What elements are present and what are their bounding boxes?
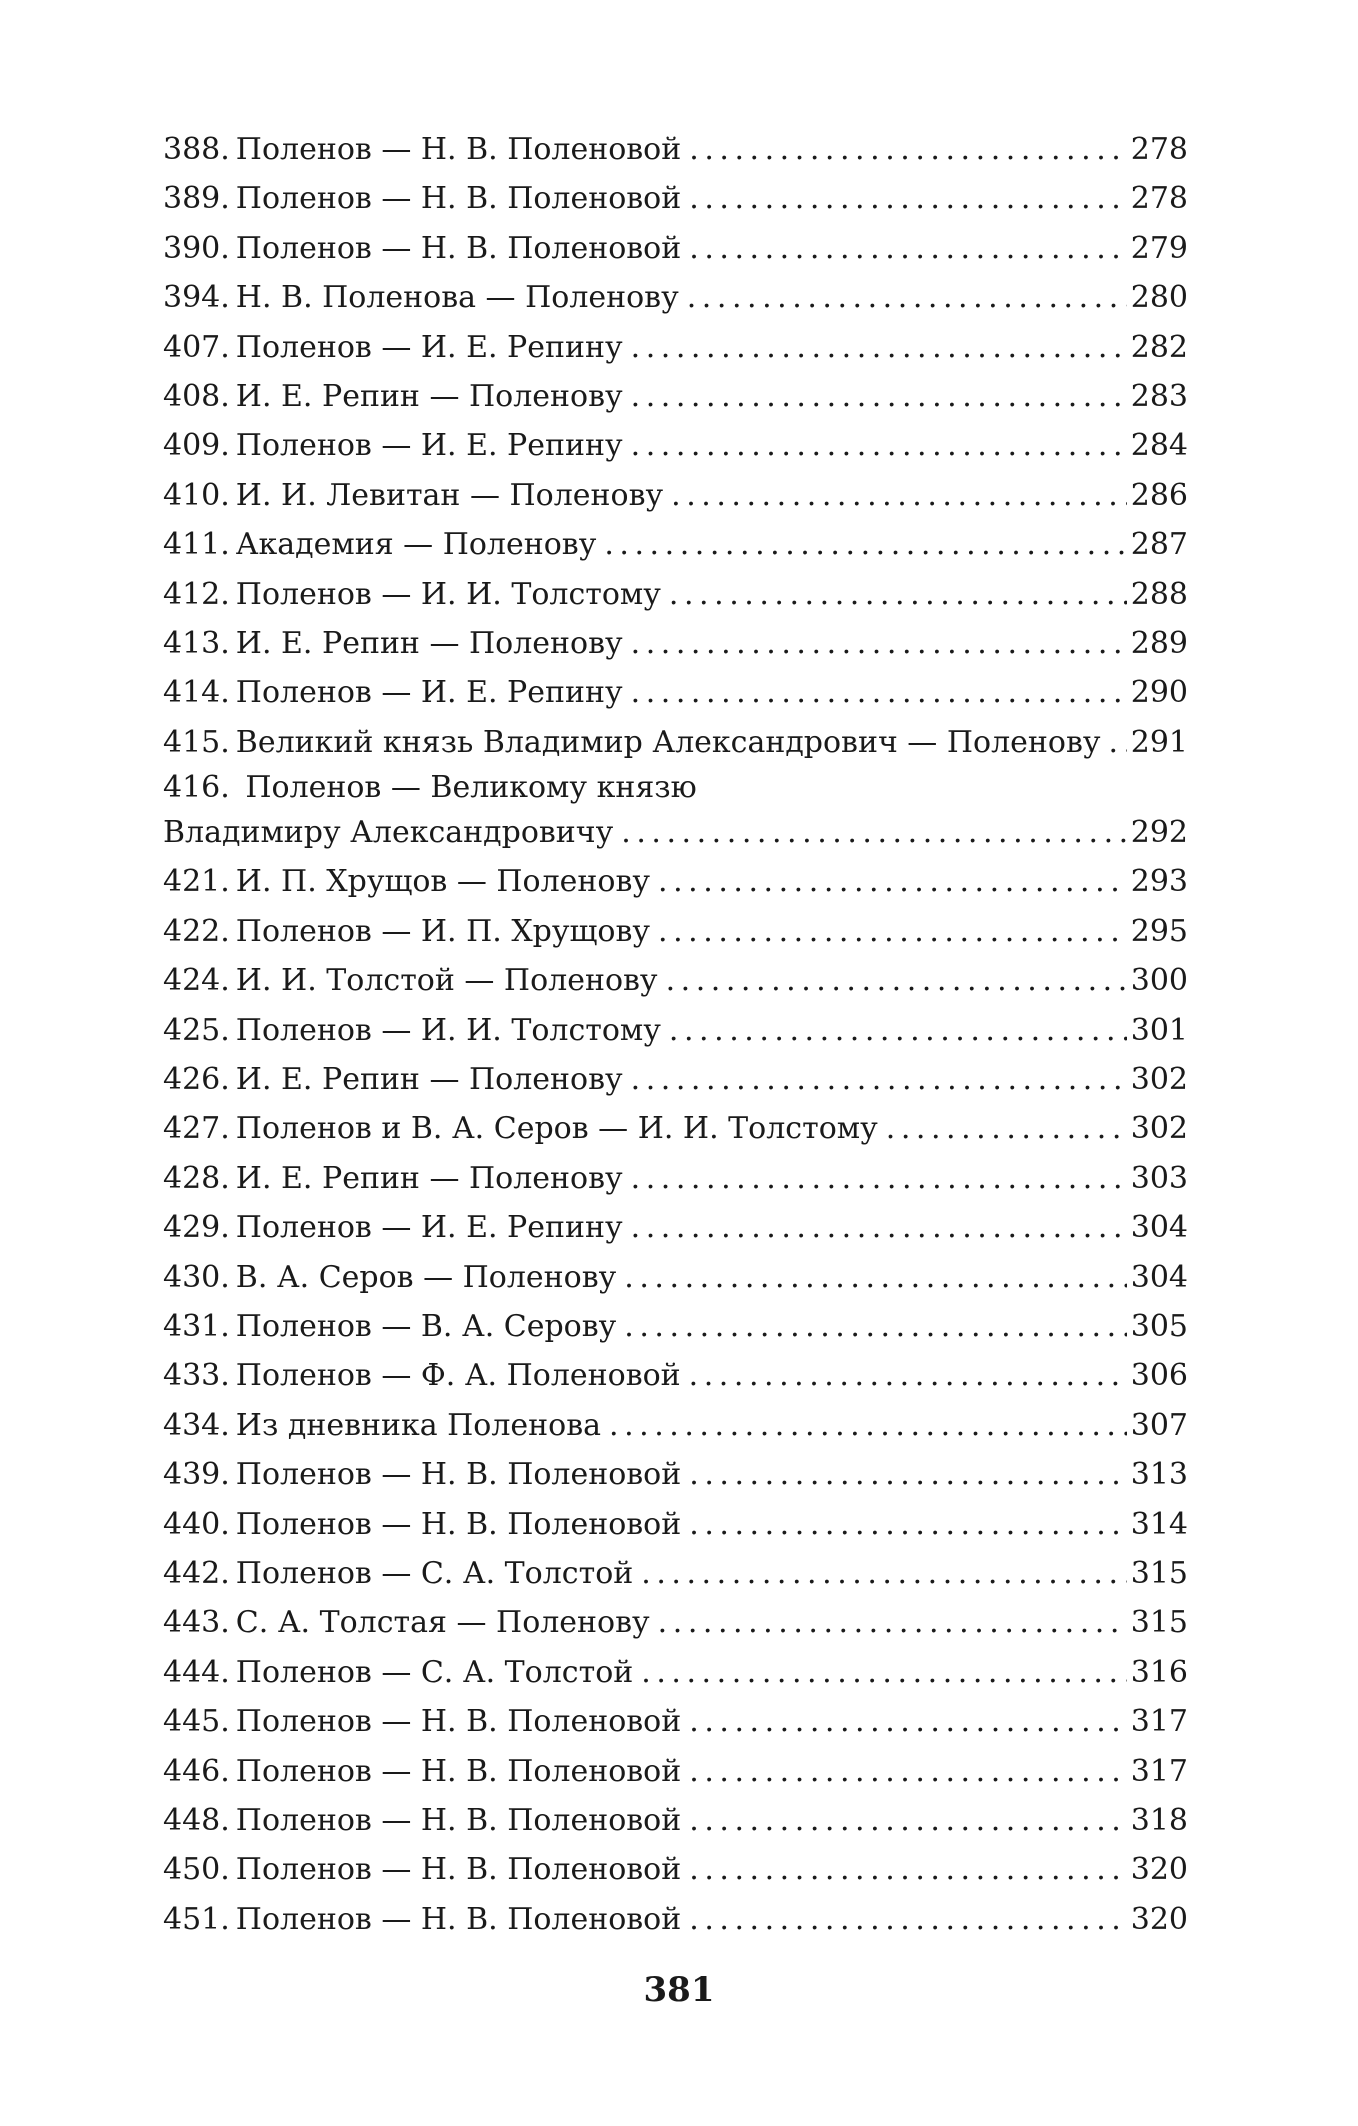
entry-title: Поленов — И. И. Толстому (235, 1012, 661, 1048)
toc-entry (163, 471, 1188, 520)
entry-title: И. Е. Репин — Поленову (235, 378, 623, 414)
dot-leader (689, 1351, 1127, 1400)
entry-title: Поленов — И. П. Хрущову (235, 913, 651, 949)
entry-page: 301 (1130, 1012, 1188, 1048)
entry-title: Поленов — Н. В. Поленовой (235, 132, 682, 167)
entry-title: Поленов — И. Е. Репину (235, 428, 623, 464)
entry-title: Поленов — Н. В. Поленовой (235, 1506, 682, 1542)
toc-entry (163, 1351, 1188, 1400)
dot-leader (631, 421, 1127, 470)
dot-leader (669, 570, 1127, 619)
dot-leader (689, 224, 1126, 273)
dot-leader (666, 956, 1127, 1005)
entry-title: И. Е. Репин — Поленову (235, 1062, 623, 1098)
entry-page: 306 (1130, 1358, 1188, 1394)
table-of-contents (163, 125, 1188, 1944)
toc-entry (163, 570, 1188, 619)
entry-number: 407. (163, 329, 230, 365)
entry-page: 313 (1130, 1457, 1188, 1493)
dot-leader (689, 1845, 1126, 1894)
entry-number: 445. (163, 1704, 230, 1740)
entry-number: 428. (163, 1160, 230, 1196)
toc-entry (163, 956, 1188, 1005)
toc-entry (163, 421, 1188, 470)
toc-entry (163, 619, 1188, 668)
dot-leader (631, 1203, 1127, 1252)
entry-page: 290 (1130, 675, 1188, 711)
entry-title: Великий князь Владимир Александрович — Поленову (235, 724, 1101, 760)
toc-entry (163, 520, 1188, 569)
entry-title: Поленов — С. А. Толстой (235, 1555, 634, 1591)
entry-number: 388. (163, 132, 230, 167)
dot-leader (631, 619, 1127, 668)
entry-number: 451. (163, 1901, 230, 1937)
entry-title: И. Е. Репин — Поленову (235, 625, 623, 661)
toc-entry (163, 224, 1188, 273)
dot-leader (658, 857, 1127, 906)
entry-page: 279 (1130, 230, 1188, 266)
entry-title: Поленов — И. И. Толстому (235, 576, 661, 612)
toc-entry (163, 1697, 1188, 1746)
entry-number: 414. (163, 675, 230, 711)
entry-title: Поленов — С. А. Толстой (235, 1654, 634, 1690)
entry-number: 408. (163, 378, 230, 414)
toc-entry (163, 372, 1188, 421)
dot-leader (631, 372, 1127, 421)
entry-number: 426. (163, 1062, 230, 1098)
entry-page: 302 (1130, 1062, 1188, 1098)
entry-title: Поленов — Н. В. Поленовой (235, 1802, 682, 1838)
toc-entry (163, 1302, 1188, 1351)
entry-page: 316 (1130, 1654, 1188, 1690)
entry-page: 292 (1130, 815, 1188, 851)
entry-page: 284 (1130, 428, 1188, 464)
dot-leader (689, 125, 1126, 174)
toc-entry (163, 907, 1188, 956)
entry-number: 409. (163, 428, 230, 464)
entry-number: 429. (163, 1210, 230, 1246)
dot-leader (687, 273, 1127, 322)
dot-leader (631, 1154, 1127, 1203)
entry-title: Поленов — Н. В. Поленовой (235, 1901, 682, 1937)
entry-page: 278 (1130, 181, 1188, 217)
toc-entry (163, 1055, 1188, 1104)
entry-number: 433. (163, 1358, 230, 1394)
entry-number: 434. (163, 1407, 230, 1443)
toc-entry (163, 1845, 1188, 1894)
entry-title: Поленов — Ф. А. Поленовой (235, 1358, 681, 1394)
dot-leader (658, 907, 1127, 956)
toc-entry (163, 1895, 1188, 1944)
entry-title-continued: Владимиру Александровичу (163, 815, 614, 851)
entry-title: Н. В. Поленова — Поленову (235, 280, 679, 316)
entry-number: 389. (163, 181, 230, 217)
entry-title: И. Е. Репин — Поленову (235, 1160, 623, 1196)
entry-title: И. П. Хрущов — Поленову (235, 864, 651, 900)
toc-entry (163, 174, 1188, 223)
dot-leader (604, 520, 1126, 569)
toc-entry (163, 718, 1188, 767)
dot-leader (671, 471, 1127, 520)
entry-number: 430. (163, 1259, 230, 1295)
entry-page: 286 (1130, 477, 1188, 513)
dot-leader (1108, 718, 1126, 767)
toc-entry (163, 1450, 1188, 1499)
entry-title: Поленов — И. Е. Репину (235, 329, 623, 365)
entry-number: 413. (163, 625, 230, 661)
entry-title: Поленов — В. А. Серову (235, 1308, 617, 1344)
dot-leader (689, 174, 1126, 223)
entry-title: Поленов — Н. В. Поленовой (235, 1852, 682, 1888)
toc-entry (163, 1747, 1188, 1796)
dot-leader (689, 1747, 1126, 1796)
entry-title: Поленов и В. А. Серов — И. И. Толстому (235, 1111, 878, 1147)
dot-leader (689, 1450, 1126, 1499)
toc-entry (163, 1203, 1188, 1252)
entry-number: 427. (163, 1111, 230, 1147)
entry-number: 425. (163, 1012, 230, 1048)
entry-number: 450. (163, 1852, 230, 1888)
dot-leader (641, 1648, 1126, 1697)
entry-number: 448. (163, 1802, 230, 1838)
entry-page: 288 (1130, 576, 1188, 612)
entry-page: 282 (1130, 329, 1188, 365)
entry-title: В. А. Серов — Поленову (235, 1259, 617, 1295)
dot-leader (689, 1500, 1126, 1549)
toc-entry (163, 1598, 1188, 1647)
entry-page: 320 (1130, 1901, 1188, 1937)
toc-entry (163, 1253, 1188, 1302)
entry-number: 416. (163, 770, 230, 806)
entry-title: Поленов — Н. В. Поленовой (235, 230, 682, 266)
toc-entry (163, 1401, 1188, 1450)
entry-number: 431. (163, 1308, 230, 1344)
entry-page: 295 (1130, 913, 1188, 949)
dot-leader (689, 1895, 1126, 1944)
entry-number: 440. (163, 1506, 230, 1542)
entry-number: 415. (163, 724, 230, 760)
toc-entry (163, 857, 1188, 906)
entry-number: 412. (163, 576, 230, 612)
toc-entry (163, 668, 1188, 717)
entry-page: 304 (1130, 1259, 1188, 1295)
dot-leader (886, 1104, 1127, 1153)
entry-title: Поленов — Н. В. Поленовой (235, 1753, 682, 1789)
entry-number: 411. (163, 527, 230, 563)
entry-page: 302 (1130, 1111, 1188, 1147)
dot-leader (631, 1055, 1127, 1104)
entry-number: 443. (163, 1605, 230, 1641)
entry-page: 315 (1130, 1605, 1188, 1641)
entry-page: 293 (1130, 864, 1188, 900)
entry-title: Поленов — И. Е. Репину (235, 675, 623, 711)
entry-page: 280 (1130, 280, 1188, 316)
entry-title: Из дневника Поленова (235, 1407, 601, 1443)
entry-page: 283 (1130, 378, 1188, 414)
entry-page: 320 (1130, 1852, 1188, 1888)
entry-number: 424. (163, 963, 230, 999)
entry-number: 439. (163, 1457, 230, 1493)
entry-title: Поленов — Н. В. Поленовой (235, 1704, 682, 1740)
toc-entry (163, 125, 1188, 174)
toc-entry (163, 1648, 1188, 1697)
toc-entry (163, 273, 1188, 322)
entry-title: И. И. Толстой — Поленову (235, 963, 658, 999)
dot-leader (689, 1697, 1126, 1746)
dot-leader (621, 808, 1126, 857)
entry-page: 304 (1130, 1210, 1188, 1246)
toc-entry (163, 1549, 1188, 1598)
entry-page: 303 (1130, 1160, 1188, 1196)
entry-page: 278 (1130, 132, 1188, 167)
dot-leader (631, 668, 1127, 717)
toc-entry (163, 1796, 1188, 1845)
entry-page: 287 (1130, 527, 1188, 563)
entry-page: 291 (1130, 724, 1188, 760)
toc-entry (163, 1154, 1188, 1203)
entry-number: 410. (163, 477, 230, 513)
toc-entry (163, 323, 1188, 372)
entry-page: 300 (1130, 963, 1188, 999)
entry-page: 315 (1130, 1555, 1188, 1591)
toc-entry (163, 767, 1188, 857)
dot-leader (624, 1302, 1126, 1351)
entry-page: 318 (1130, 1802, 1188, 1838)
entry-page: 307 (1130, 1407, 1188, 1443)
dot-leader (689, 1796, 1126, 1845)
entry-number: 394. (163, 280, 230, 316)
dot-leader (641, 1549, 1126, 1598)
dot-leader (669, 1006, 1127, 1055)
page-number: 381 (643, 1970, 715, 2010)
entry-title: И. И. Левитан — Поленову (235, 477, 664, 513)
entry-number: 390. (163, 230, 230, 266)
entry-number: 422. (163, 913, 230, 949)
entry-number: 446. (163, 1753, 230, 1789)
entry-title: Академия — Поленову (235, 527, 597, 563)
entry-title: Поленов — Н. В. Поленовой (235, 1457, 682, 1493)
toc-entry (163, 1006, 1188, 1055)
dot-leader (624, 1253, 1126, 1302)
dot-leader (609, 1401, 1127, 1450)
entry-number: 444. (163, 1654, 230, 1690)
dot-leader (631, 323, 1127, 372)
entry-title: Поленов — Н. В. Поленовой (235, 181, 682, 217)
entry-number: 421. (163, 864, 230, 900)
dot-leader (658, 1598, 1127, 1647)
entry-page: 317 (1130, 1704, 1188, 1740)
toc-entry (163, 1104, 1188, 1153)
entry-page: 314 (1130, 1506, 1188, 1542)
entry-page: 289 (1130, 625, 1188, 661)
entry-page: 305 (1130, 1308, 1188, 1344)
entry-page: 317 (1130, 1753, 1188, 1789)
entry-title: Поленов — И. Е. Репину (235, 1210, 623, 1246)
entry-number: 442. (163, 1555, 230, 1591)
entry-title: С. А. Толстая — Поленову (235, 1605, 650, 1641)
entry-title: Поленов — Великому князю (245, 770, 697, 806)
toc-entry (163, 1500, 1188, 1549)
